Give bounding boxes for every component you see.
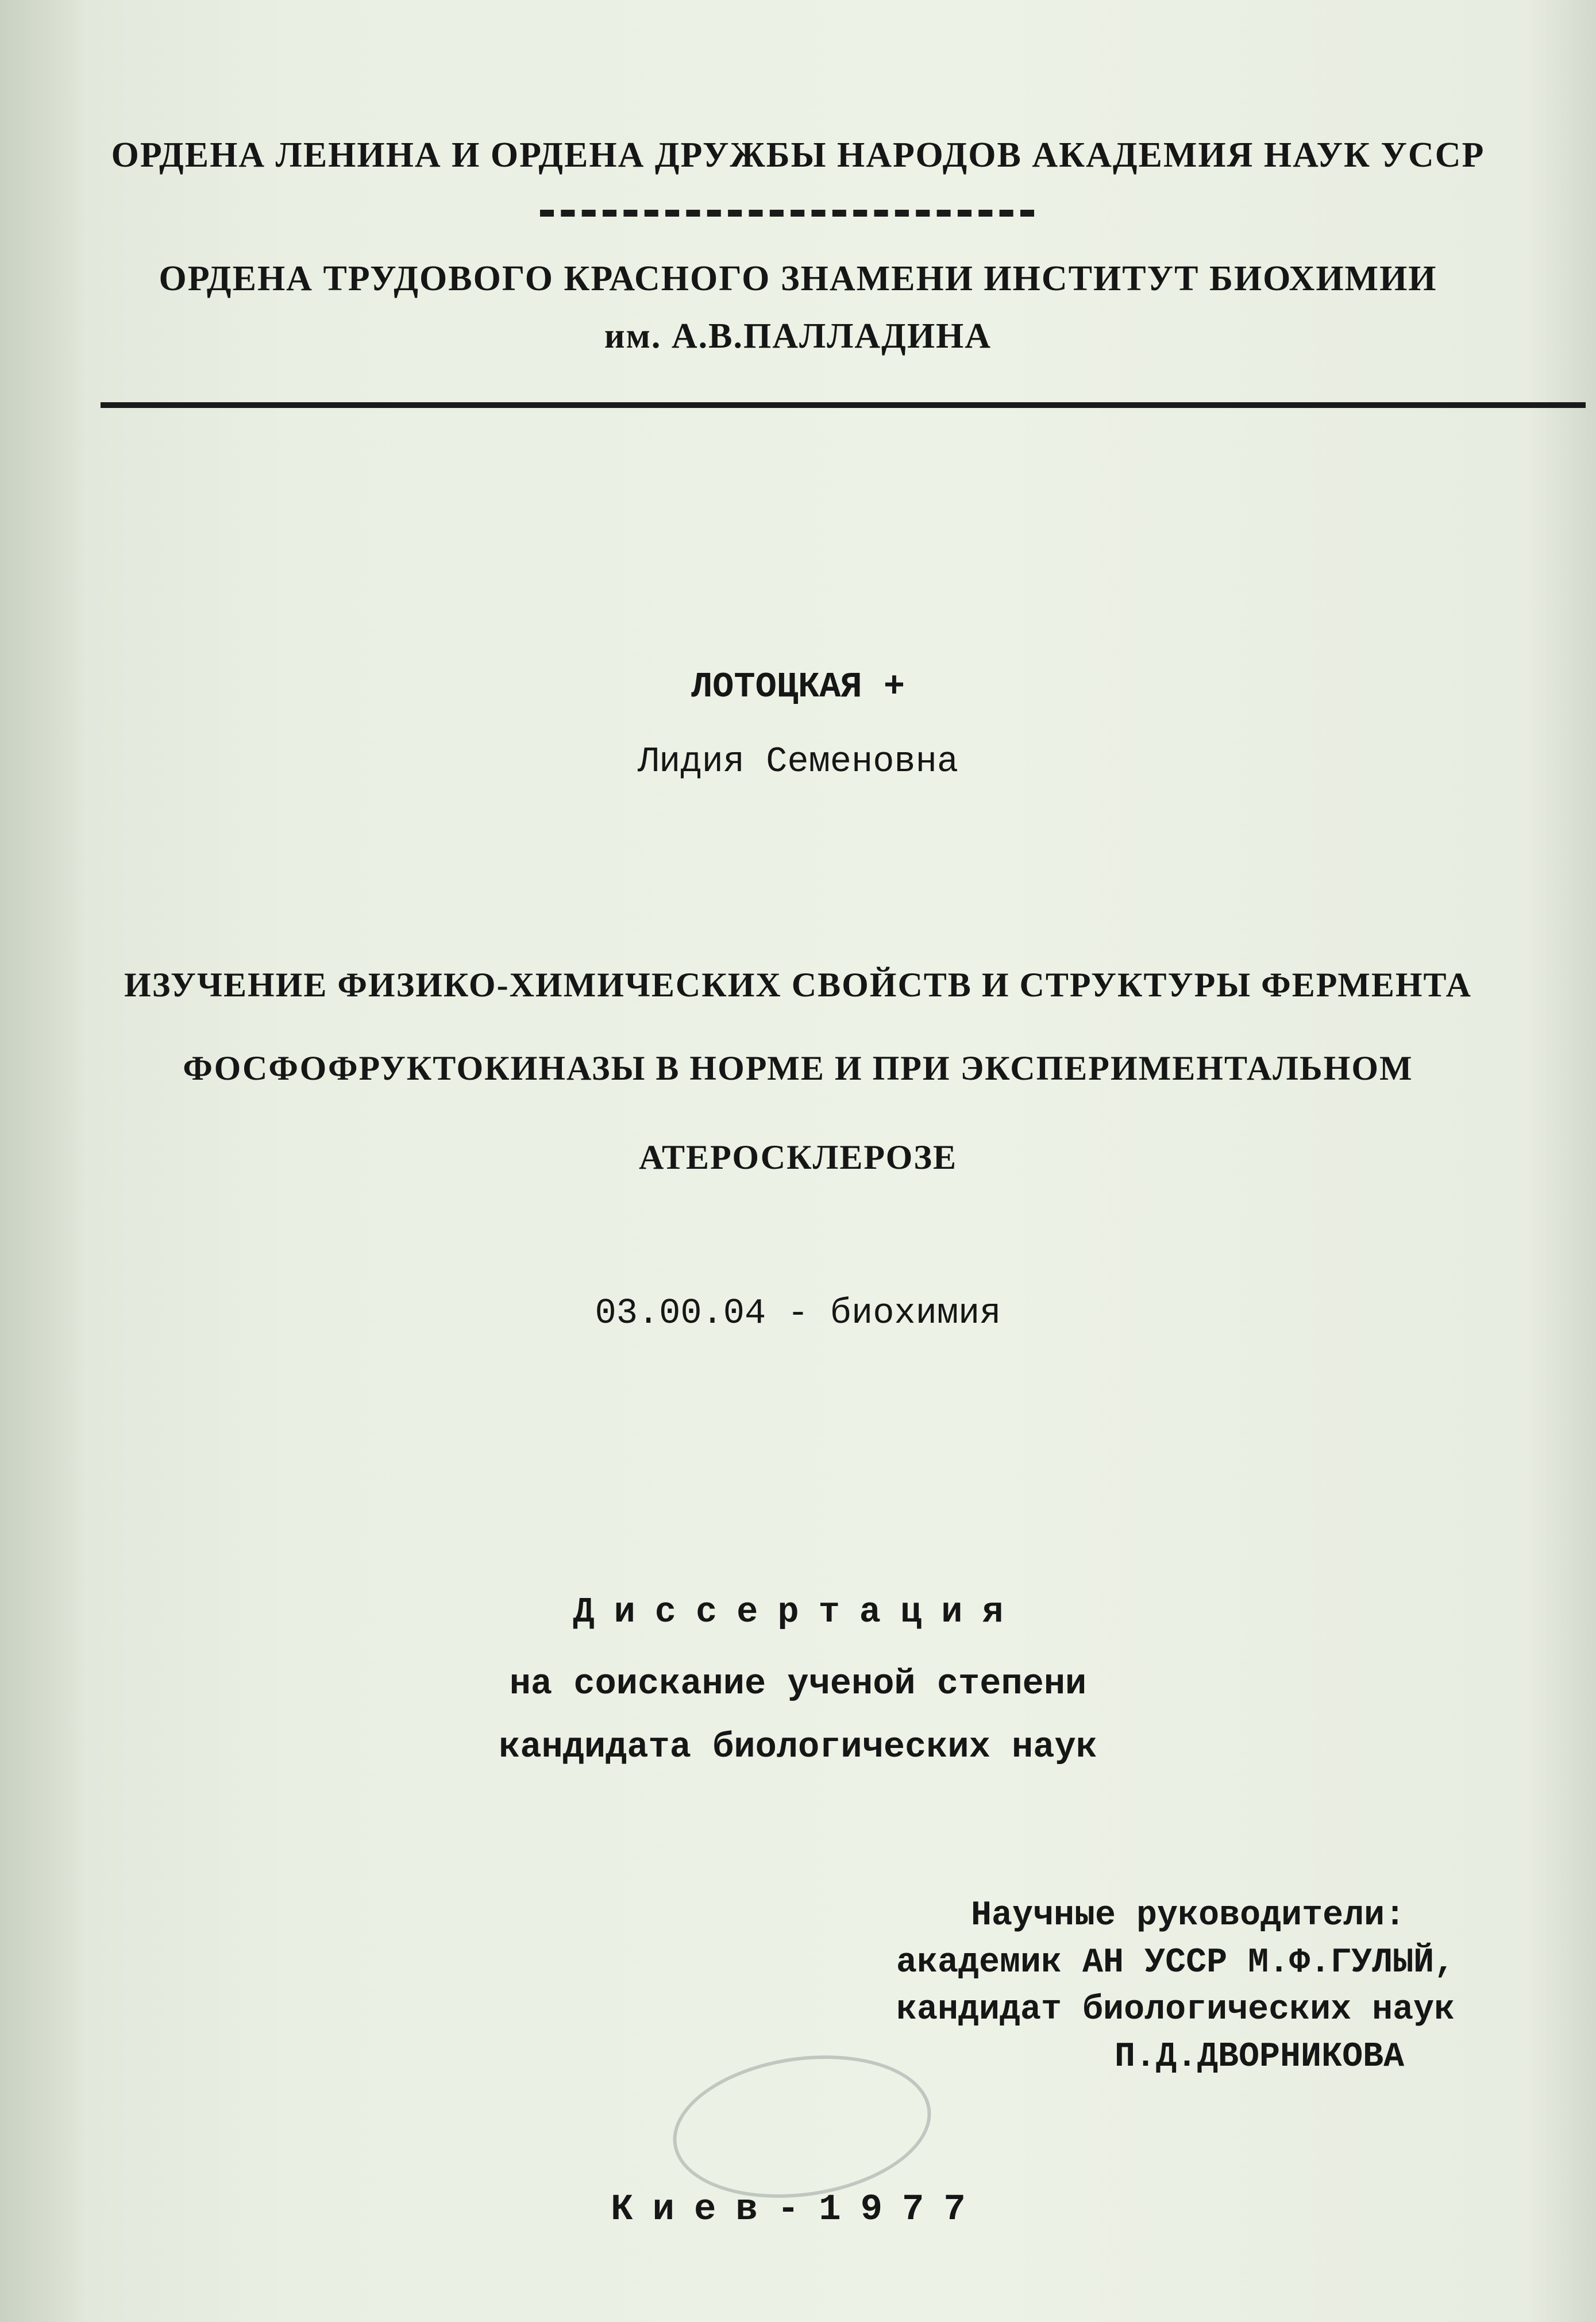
dissertation-title-line-3: АТЕРОСКЛЕРОЗЕ: [638, 1138, 958, 1176]
academy-heading: ОРДЕНА ЛЕНИНА И ОРДЕНА ДРУЖБЫ НАРОДОВ АКАДЕМИЯ НАУК УССР: [111, 136, 1485, 175]
specialty-code: 03.00.04 - биохимия: [595, 1293, 1001, 1334]
author-surname: ЛОТОЦКАЯ +: [691, 667, 905, 707]
place-year: Киев-1977: [611, 2189, 985, 2231]
supervisors-heading: Научные руководители:: [971, 1896, 1406, 1935]
author-name: Лидия Семеновна: [637, 741, 959, 782]
supervisor-2-name: П.Д.ДВОРНИКОВА: [1115, 2038, 1405, 2077]
institute-name: им. А.В.ПАЛЛАДИНА: [604, 317, 992, 356]
degree-line-2: кандидата биологических наук: [499, 1727, 1097, 1768]
institute-heading: ОРДЕНА ТРУДОВОГО КРАСНОГО ЗНАМЕНИ ИНСТИТУТ БИОХИМИИ: [159, 259, 1437, 298]
horizontal-rule: [101, 402, 1586, 408]
dissertation-title-line-2: ФОСФОФРУКТОКИНАЗЫ В НОРМЕ И ПРИ ЭКСПЕРИМЕНТАЛЬНОМ: [183, 1049, 1413, 1087]
dashed-divider: [540, 210, 1034, 217]
supervisor-1: академик АН УССР М.Ф.ГУЛЫЙ,: [896, 1943, 1455, 1982]
supervisors-block: [896, 1896, 1528, 2085]
dissertation-title-line-1: ИЗУЧЕНИЕ ФИЗИКО-ХИМИЧЕСКИХ СВОЙСТВ И СТРУКТУРЫ ФЕРМЕНТА: [124, 966, 1472, 1004]
dissertation-label: Диссертация: [573, 1592, 1023, 1632]
degree-line-1: на соискание ученой степени: [509, 1663, 1087, 1704]
supervisor-2-title: кандидат биологических наук: [896, 1990, 1455, 2030]
